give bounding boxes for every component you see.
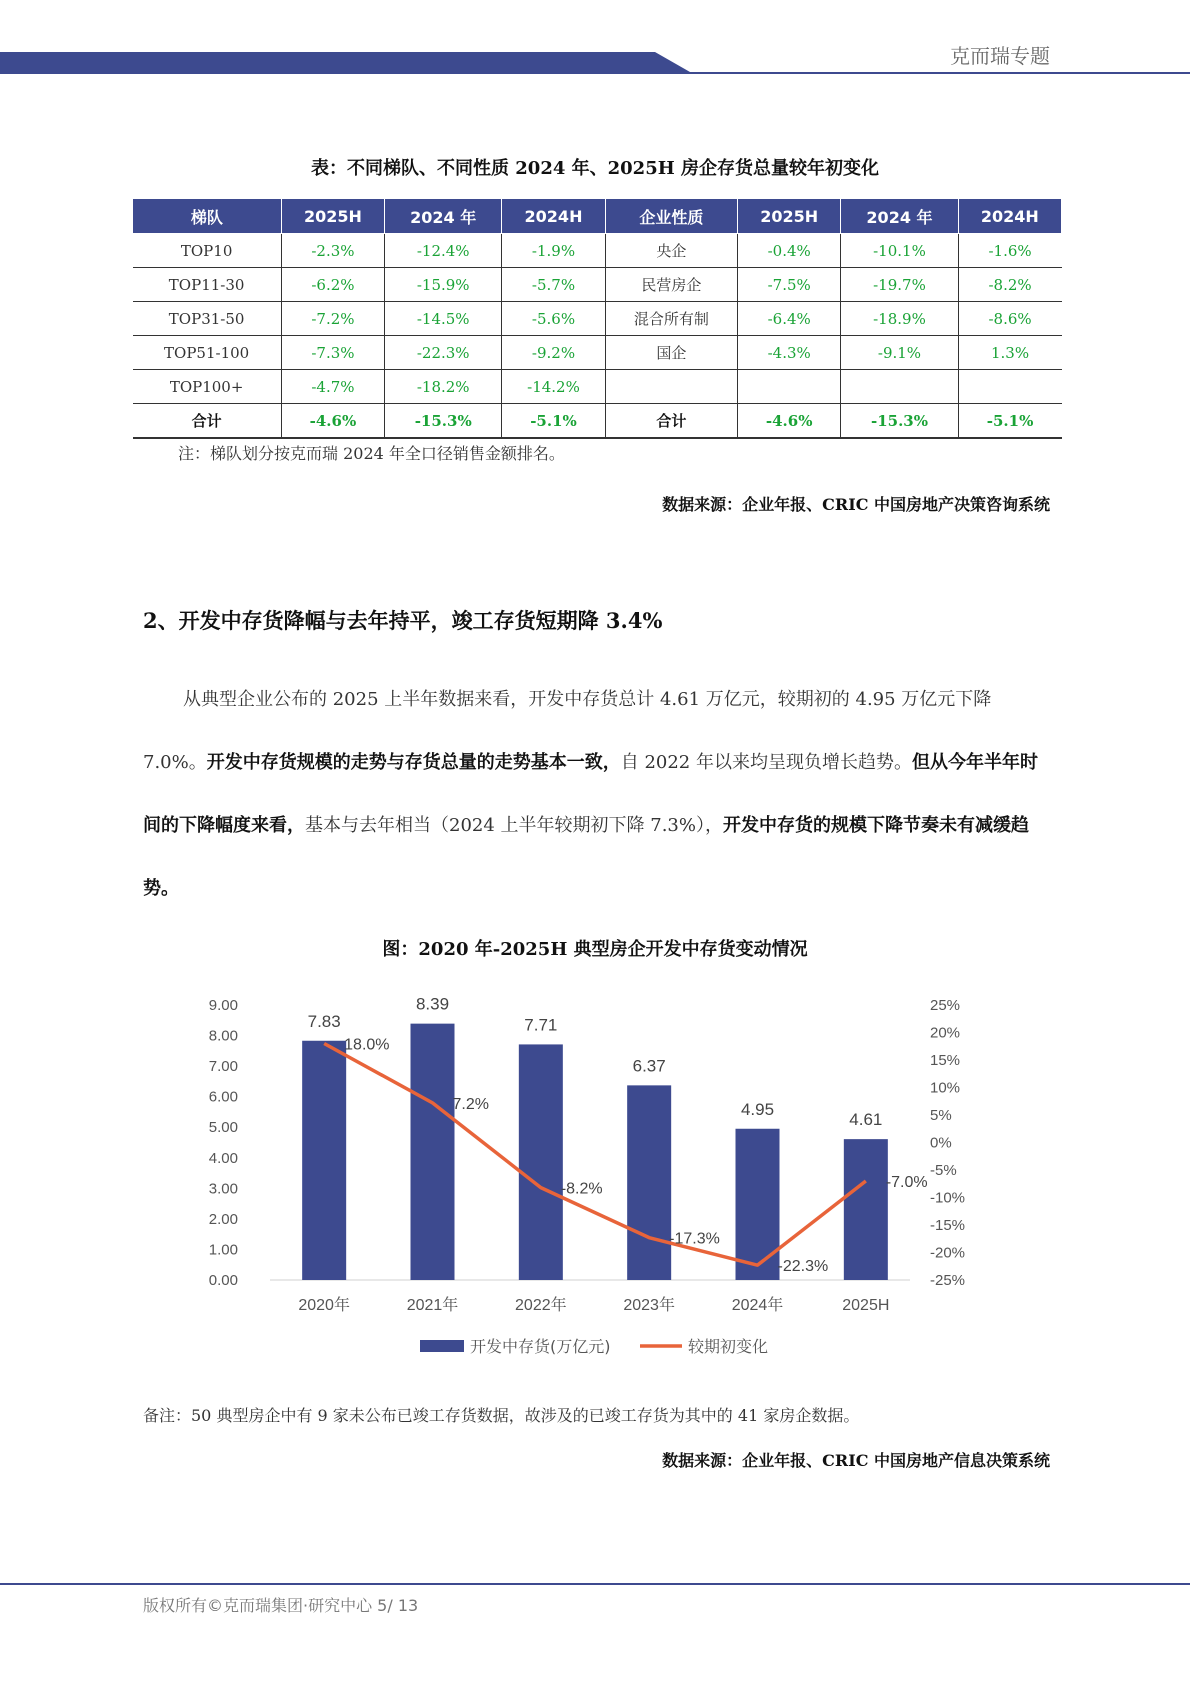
table-title: 表：不同梯队、不同性质 2024 年、2025H 房企存货总量较年初变化 [311,158,879,179]
total-label: 合计 [133,404,282,439]
right-tick-label: 0% [930,1134,952,1152]
table-total-row [133,404,1062,439]
nature-cell: 混合所有制 [605,302,737,336]
value-cell: -0.4% [738,234,841,268]
value-cell [958,370,1061,404]
value-cell [841,370,958,404]
left-tick-label: 9.00 [208,997,238,1014]
bar [519,1044,563,1280]
table-note: 注：梯队划分按克而瑞 2024 年全口径销售金额排名。 [178,444,565,463]
right-tick-label: -10% [930,1189,966,1207]
total-label: 合计 [605,404,737,439]
value-cell: -7.5% [738,268,841,302]
right-tick-label: -5% [930,1162,957,1179]
para-bold: 开发中存货的规模下降节奏未有减缓趋势。 [143,815,1029,899]
bar-data-label: 4.95 [740,1099,775,1119]
right-tick-label: -25% [930,1272,966,1289]
line-data-label: -17.3% [669,1230,720,1248]
figure-source: 数据来源：企业年报、CRIC 中国房地产信息决策系统 [662,1451,1050,1470]
bar-data-label: 4.61 [849,1110,883,1130]
table-row [133,268,1062,302]
legend-line-label: 较期初变化 [688,1337,769,1356]
para-text: 从典型企业公布的 2025 上半年数据来看，开发中存货总计 4.61 万亿元，较期初的 4.95 万亿元下降 7.0%。 [143,689,992,773]
value-cell: -6.2% [281,268,384,302]
bar [736,1129,780,1280]
line-data-label: -8.2% [560,1180,603,1198]
figure-title: 图：2020 年-2025H 典型房企开发中存货变动情况 [382,939,808,960]
value-cell: -14.5% [385,302,502,336]
table-row [133,302,1062,336]
x-tick-label: 2023年 [623,1297,675,1314]
right-tick-label: 15% [930,1052,961,1069]
bar-data-label: 7.71 [524,1015,558,1035]
tier-cell: TOP51-100 [133,336,282,370]
col-header: 2024 年 [841,199,958,234]
para-text: 自 2022 年以来均呈现负增长趋势。 [620,752,912,773]
col-header: 企业性质 [605,199,737,234]
table-source: 数据来源：企业年报、CRIC 中国房地产决策咨询系统 [662,495,1050,514]
x-tick-label: 2025H [842,1297,890,1314]
table-header-row [133,199,1062,234]
table-row [133,234,1062,268]
line-data-label: 18.0% [344,1036,390,1054]
legend-bar-label: 开发中存货(万亿元) [470,1337,611,1356]
inventory-table [132,198,1062,439]
left-tick-label: 7.00 [208,1058,238,1076]
value-cell: -8.6% [958,302,1061,336]
footer-line [0,1583,1190,1585]
section-title: 2、开发中存货降幅与去年持平，竣工存货短期降 3.4% [143,608,663,633]
tier-cell: TOP100+ [133,370,282,404]
x-tick-label: 2024年 [731,1297,784,1314]
value-cell: -10.1% [841,234,958,268]
table-row [133,370,1062,404]
right-tick-label: -20% [930,1244,966,1262]
left-tick-label: 3.00 [208,1180,238,1198]
col-header: 2025H [281,199,384,234]
value-cell: -14.2% [502,370,605,404]
x-tick-label: 2022年 [515,1297,567,1314]
figure-note: 备注：50 典型房企中有 9 家未公布已竣工存货数据，故涉及的已竣工存货为其中的 41 家房企数据。 [143,1406,860,1425]
left-tick-label: 1.00 [208,1241,238,1259]
value-cell: -1.6% [958,234,1061,268]
nature-cell: 民营房企 [605,268,737,302]
left-tick-label: 5.00 [208,1119,238,1137]
value-cell: -2.3% [281,234,384,268]
col-header: 2024H [958,199,1061,234]
x-tick-label: 2020年 [298,1297,350,1314]
col-header: 梯队 [133,199,282,234]
value-cell: -5.7% [502,268,605,302]
bar-data-label: 6.37 [632,1056,666,1076]
line-data-label: 7.2% [452,1095,489,1113]
line-data-label: -22.3% [777,1258,829,1276]
tier-cell: TOP10 [133,234,282,268]
value-cell: -7.3% [281,336,384,370]
col-header: 2025H [738,199,841,234]
left-tick-label: 2.00 [208,1210,238,1228]
para-bold: 开发中存货规模的走势与存货总量的走势基本一致， [206,752,621,773]
col-header: 2024H [502,199,605,234]
value-cell: -4.7% [281,370,384,404]
value-cell: -12.4% [385,234,502,268]
left-tick-label: 8.00 [208,1027,238,1045]
nature-cell: 国企 [605,336,737,370]
value-cell: -7.2% [281,302,384,336]
right-tick-label: 10% [930,1079,961,1097]
inventory-chart [200,985,980,1370]
body-paragraph [143,668,1048,920]
x-tick-label: 2021年 [406,1297,459,1314]
total-value: -5.1% [958,404,1061,439]
right-tick-label: 20% [930,1024,961,1042]
change-line [324,1044,866,1266]
value-cell: 1.3% [958,336,1061,370]
bar-data-label: 8.39 [415,994,450,1014]
value-cell: -8.2% [958,268,1061,302]
right-tick-label: 5% [930,1107,952,1124]
left-tick-label: 4.00 [208,1149,238,1167]
bar [302,1041,346,1280]
para-text: 基本与去年相当（2024 上半年较期初下降 7.3%）， [305,815,723,836]
para-bold: 但从今年半年时间的下降幅度来看， [143,752,1038,836]
total-value: -4.6% [738,404,841,439]
value-cell: -1.9% [502,234,605,268]
col-header: 2024 年 [385,199,502,234]
bar [844,1139,888,1280]
value-cell: -9.2% [502,336,605,370]
line-data-label: -7.0% [885,1174,928,1191]
bar [411,1024,455,1280]
total-value: -15.3% [385,404,502,439]
left-tick-label: 6.00 [208,1088,238,1106]
legend-bar-swatch [420,1340,464,1352]
tier-cell: TOP11-30 [133,268,282,302]
value-cell: -4.3% [738,336,841,370]
footer-text: 版权所有©克而瑞集团·研究中心 5/ 13 [143,1596,419,1615]
nature-cell [605,370,737,404]
value-cell: -9.1% [841,336,958,370]
total-value: -15.3% [841,404,958,439]
value-cell: -6.4% [738,302,841,336]
bar-data-label: 7.83 [307,1011,341,1031]
right-tick-label: 25% [930,997,961,1014]
value-cell [738,370,841,404]
value-cell: -15.9% [385,268,502,302]
header-title: 克而瑞专题 [950,44,1050,68]
left-tick-label: 0.00 [208,1272,238,1289]
table-row [133,336,1062,370]
bar [627,1085,671,1280]
value-cell: -18.2% [385,370,502,404]
total-value: -4.6% [281,404,384,439]
value-cell: -19.7% [841,268,958,302]
value-cell: -5.6% [502,302,605,336]
nature-cell: 央企 [605,234,737,268]
right-tick-label: -15% [930,1217,966,1234]
tier-cell: TOP31-50 [133,302,282,336]
value-cell: -18.9% [841,302,958,336]
total-value: -5.1% [502,404,605,439]
value-cell: -22.3% [385,336,502,370]
